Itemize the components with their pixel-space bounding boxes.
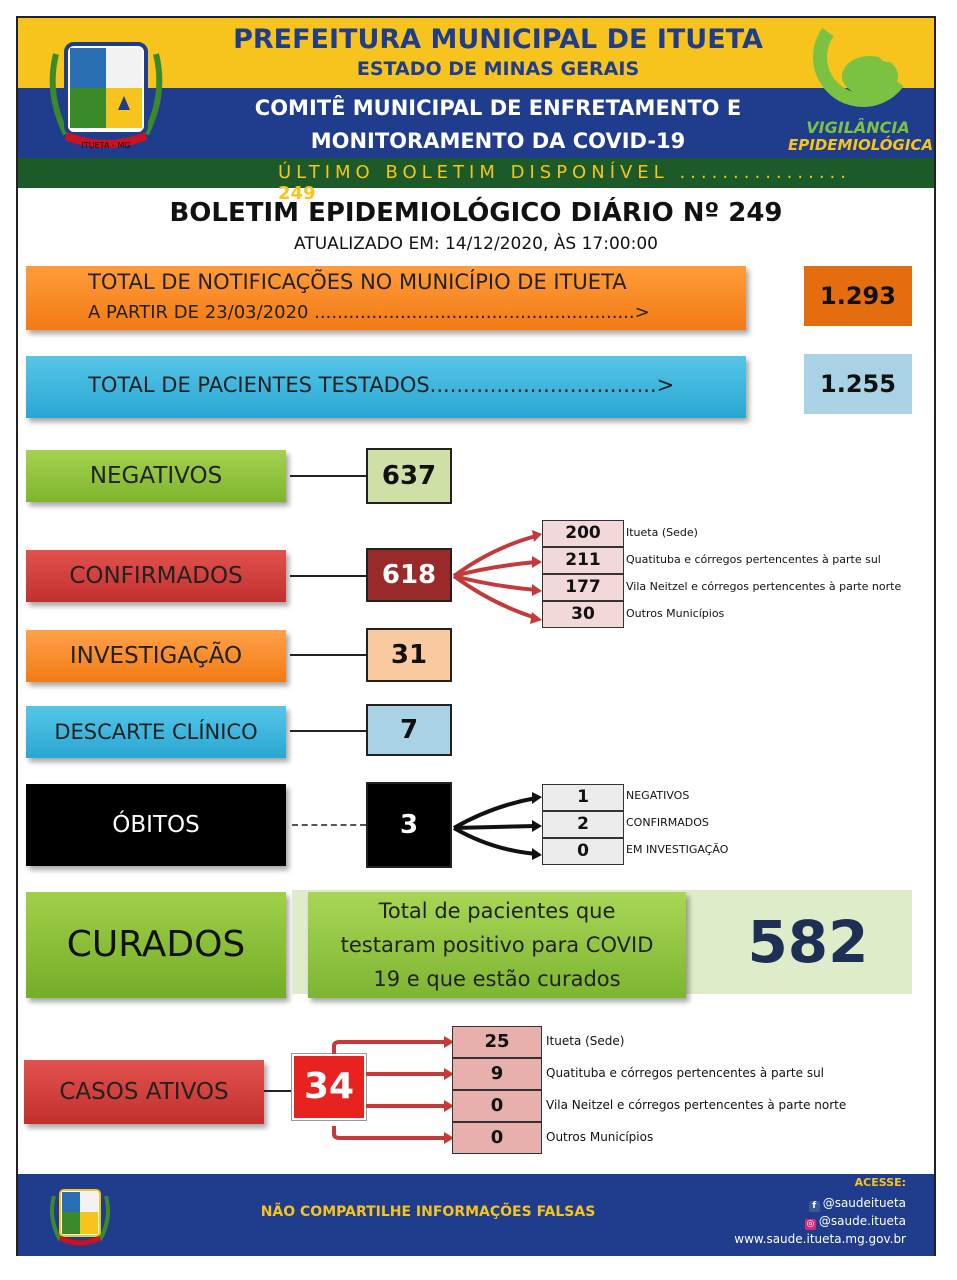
- recovered-description: [308, 892, 686, 998]
- last-bulletin-dots: ................: [668, 162, 851, 183]
- bulletin-title: BOLETIM EPIDEMIOLÓGICO DIÁRIO Nº 249: [169, 198, 783, 228]
- confirmed-outros-label: Outros Municípios: [626, 607, 725, 620]
- epidemiologica-text: EPIDEMIOLÓGICA: [788, 136, 934, 154]
- active-quatituba-label: Quatituba e córregos pertencentes à parte sul: [546, 1066, 825, 1080]
- confirmed-sede-label: Itueta (Sede): [626, 526, 698, 539]
- tested-value: 1.255: [804, 354, 912, 414]
- active-cases-arrows: [328, 1026, 456, 1156]
- footer-website[interactable]: www.saude.itueta.mg.gov.br: [734, 1232, 906, 1246]
- footer-crest-icon: [44, 1182, 116, 1248]
- deaths-negatives-label: NEGATIVOS: [626, 789, 690, 802]
- confirmed-vila-neitzel-label: Vila Neitzel e córregos pertencentes à parte norte: [626, 580, 902, 593]
- tested-label: TOTAL DE PACIENTES TESTADOS..................................>: [88, 373, 675, 397]
- deaths-confirmed-value: 2: [542, 811, 624, 838]
- notifications-line2: A PARTIR DE 23/03/2020 ........................................................>: [88, 302, 650, 323]
- deaths-investigation-value: 0: [542, 838, 624, 865]
- footer-facebook[interactable]: [708, 1196, 906, 1212]
- confirmed-connector: [290, 575, 366, 577]
- negatives-connector: [290, 475, 366, 477]
- notifications-bar: [26, 266, 746, 330]
- last-bulletin-label: ÚLTIMO BOLETIM DISPONÍVEL: [278, 162, 669, 183]
- footer-message: NÃO COMPARTILHE INFORMAÇÕES FALSAS: [260, 1204, 596, 1220]
- vigilancia-text: VIGILÂNCIA: [806, 118, 910, 137]
- recovered-label: CURADOS: [26, 892, 286, 998]
- confirmed-label: CONFIRMADOS: [26, 550, 286, 602]
- active-vila-neitzel-label: Vila Neitzel e córregos pertencentes à parte norte: [546, 1098, 847, 1112]
- active-sede-value: 25: [452, 1026, 542, 1058]
- tested-bar: [26, 356, 746, 418]
- deaths-investigation-label: EM INVESTIGAÇÃO: [626, 843, 729, 856]
- active-vila-neitzel-value: 0: [452, 1090, 542, 1122]
- vigilancia-logo: [788, 22, 934, 157]
- deaths-connector: [292, 824, 366, 826]
- header-estado: ESTADO DE MINAS GERAIS: [356, 58, 640, 80]
- deaths-arrows: [452, 788, 544, 868]
- facebook-icon: f: [809, 1201, 820, 1212]
- confirmed-sede-value: 200: [542, 520, 624, 547]
- notifications-line1: TOTAL DE NOTIFICAÇÕES NO MUNICÍPIO DE ITUETA: [88, 270, 627, 294]
- active-outros-label: Outros Municípios: [546, 1130, 654, 1144]
- negatives-value: 637: [366, 448, 452, 504]
- confirmed-quatituba-value: 211: [542, 547, 624, 574]
- confirmed-value: 618: [366, 548, 452, 602]
- active-cases-connector: [264, 1090, 292, 1092]
- confirmed-arrows: [452, 518, 544, 628]
- active-cases-label: CASOS ATIVOS: [24, 1060, 264, 1124]
- notifications-value: 1.293: [804, 266, 912, 326]
- instagram-icon: ◎: [806, 1219, 815, 1229]
- footer-instagram[interactable]: [708, 1214, 906, 1230]
- bulletin-page: [16, 16, 936, 1256]
- clinical-discard-label: DESCARTE CLÍNICO: [26, 706, 286, 758]
- clinical-discard-value: 7: [366, 704, 452, 756]
- header-comite-line1: COMITÊ MUNICIPAL DE ENFRETAMENTO E: [254, 96, 742, 120]
- city-crest-icon: [36, 24, 176, 154]
- deaths-label: ÓBITOS: [26, 784, 286, 866]
- negatives-label: NEGATIVOS: [26, 450, 286, 502]
- svg-text:ITUETA - MG: ITUETA - MG: [81, 141, 131, 150]
- investigation-label: INVESTIGAÇÃO: [26, 630, 286, 682]
- active-quatituba-value: 9: [452, 1058, 542, 1090]
- investigation-connector: [290, 654, 366, 656]
- deaths-confirmed-label: CONFIRMADOS: [626, 816, 709, 829]
- header-comite-line2: MONITORAMENTO DA COVID-19: [310, 129, 686, 153]
- investigation-value: 31: [366, 628, 452, 682]
- recovered-desc-line2: testaram positivo para COVID: [340, 933, 654, 957]
- footer-instagram-handle[interactable]: @saude.itueta: [818, 1214, 906, 1228]
- deaths-negatives-value: 1: [542, 784, 624, 811]
- confirmed-quatituba-label: Quatituba e córregos pertencentes à parte sul: [626, 553, 881, 566]
- confirmed-vila-neitzel-value: 177: [542, 574, 624, 601]
- recovered-value: 582: [747, 908, 869, 976]
- footer-acesse: ACESSE:: [854, 1176, 906, 1189]
- bulletin-updated: ATUALIZADO EM: 14/12/2020, ÀS 17:00:00: [294, 234, 658, 254]
- footer: [18, 1174, 934, 1256]
- clinical-discard-connector: [290, 730, 366, 732]
- active-sede-label: Itueta (Sede): [546, 1034, 625, 1048]
- last-bulletin-number: 249: [278, 183, 316, 204]
- recovered-desc-line1: Total de pacientes que: [378, 899, 616, 923]
- confirmed-outros-value: 30: [542, 601, 624, 628]
- recovered-desc-line3: 19 e que estão curados: [373, 967, 621, 991]
- vigilancia-logo-icon: [788, 22, 928, 118]
- header-prefeitura: PREFEITURA MUNICIPAL DE ITUETA: [233, 24, 763, 55]
- header-comite: [198, 92, 798, 158]
- active-cases-value: 34: [292, 1054, 366, 1120]
- footer-facebook-handle[interactable]: @saudeitueta: [822, 1196, 906, 1210]
- active-outros-value: 0: [452, 1122, 542, 1154]
- deaths-value: 3: [366, 782, 452, 868]
